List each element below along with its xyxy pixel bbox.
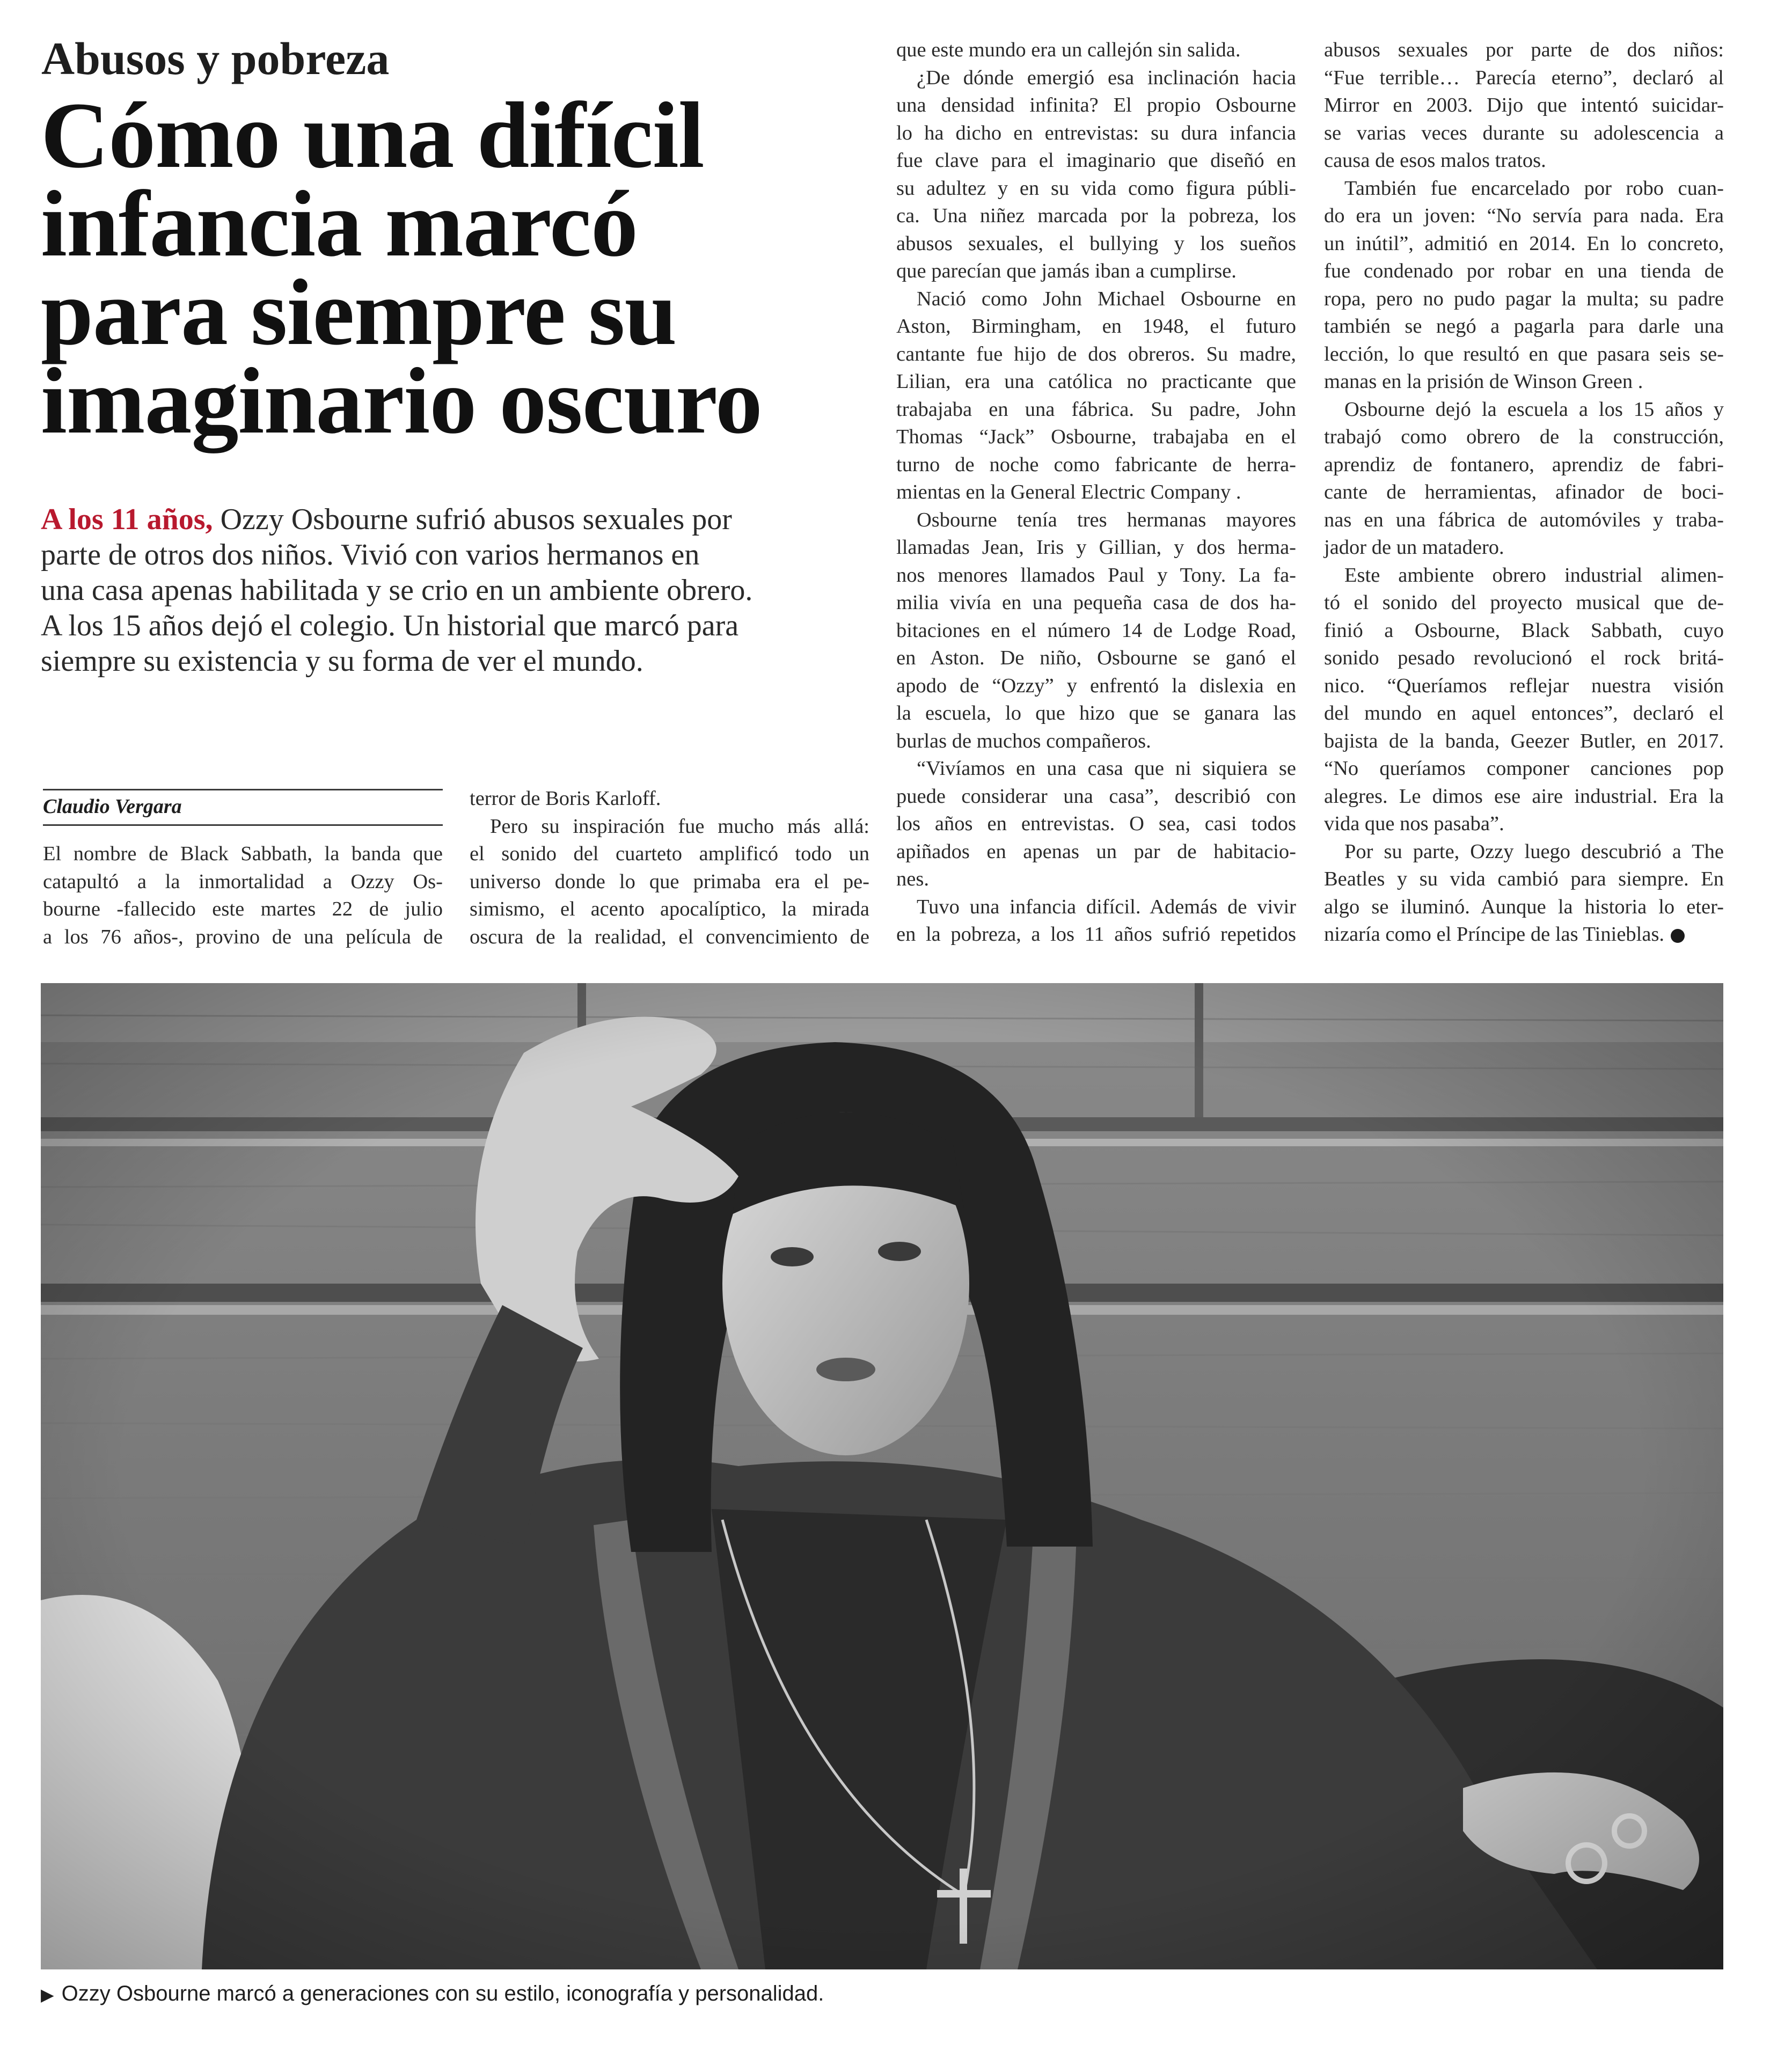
body-line: los años en entrevistas. O sea, casi todos (896, 812, 1296, 835)
body-line (1324, 921, 1724, 949)
body-line: Tuvo una infancia difícil. Además de vivir (917, 895, 1296, 918)
body-line: del mundo en aquel entonces”, declaró el (1324, 702, 1724, 724)
body-line: ca. Una niñez marcada por la pobreza, los (896, 204, 1296, 227)
body-line: nes. (896, 868, 929, 890)
lede (41, 502, 857, 679)
body-line: llamadas Jean, Iris y Gillian, y dos herma- (896, 536, 1296, 559)
body-column-4 (1324, 36, 1724, 949)
triangle-right-icon: ▶ (41, 1985, 54, 2004)
headline-line: imaginario oscuro (41, 349, 762, 453)
body-line: bitaciones en el número 14 de Lodge Road, (896, 619, 1296, 642)
body-line: en la pobreza, a los 11 años sufrió repetidos (896, 923, 1296, 946)
body-line: “Fue terrible… Parecía eterno”, declaró al (1324, 66, 1724, 89)
lede-line: A los 15 años dejó el colegio. Un historial que marcó para (41, 609, 739, 642)
lede-line: siempre su existencia y su forma de ver el mundo. (41, 644, 643, 678)
body-line: burlas de muchos compañeros. (896, 729, 1151, 752)
body-line: “Vivíamos en una casa que ni siquiera se (917, 757, 1296, 780)
body-line: Nació como John Michael Osbourne en (917, 287, 1296, 310)
body-line: universo donde lo que primaba era el pe- (470, 870, 869, 893)
body-line: simismo, el acento apocalíptico, la mirada (470, 898, 869, 920)
body-line-text: nizaría como el Príncipe de las Tinieblas. (1324, 923, 1665, 946)
body-line: Osbourne dejó la escuela a los 15 años y (1344, 398, 1724, 421)
body-line: nico. “Queríamos reflejar nuestra visión (1324, 674, 1724, 697)
body-line: apodo de “Ozzy” y enfrentó la dislexia en (896, 674, 1296, 697)
body-line: alegres. Le dimos ese aire industrial. Era la (1324, 785, 1724, 808)
body-line: fue condenado por robar en una tienda de (1324, 260, 1724, 282)
body-line: fue clave para el imaginario que diseñó en (896, 149, 1296, 172)
body-line: puede considerar una casa”, describió con (896, 785, 1296, 808)
body-line: terror de Boris Karloff. (470, 787, 661, 810)
headline-line: infancia marcó (41, 172, 638, 276)
body-line: Mirror en 2003. Dijo que intentó suicidar- (1324, 94, 1724, 116)
body-line: en Aston. De niño, Osbourne se ganó el (896, 647, 1296, 669)
body-line: lo ha dicho en entrevistas: su dura infancia (896, 121, 1296, 144)
body-line: jador de un matadero. (1324, 536, 1504, 559)
body-line: bourne -fallecido este martes 22 de julio (43, 898, 443, 920)
headline-line: Cómo una difícil (41, 83, 704, 188)
body-line: nas en una fábrica de automóviles y traba- (1324, 508, 1724, 531)
section-kicker: Abusos y pobreza (41, 33, 390, 84)
body-line: oscura de la realidad, el convencimiento de (470, 925, 869, 948)
body-line: una densidad infinita? El propio Osbourne (896, 94, 1296, 116)
body-column-3 (896, 36, 1296, 949)
body-column-2 (470, 785, 869, 951)
byline: Claudio Vergara (43, 795, 182, 818)
body-line: finió a Osbourne, Black Sabbath, cuyo (1324, 619, 1724, 642)
body-line: trabajó como obrero de la construcción, (1324, 426, 1724, 448)
body-line: vida que nos pasaba”. (1324, 812, 1504, 835)
body-line: también se negó a pagarla para darle una (1324, 315, 1724, 338)
body-line: Thomas “Jack” Osbourne, trabajaba en el (896, 426, 1296, 448)
body-line: bajista de la banda, Geezer Butler, en 2017. (1324, 729, 1724, 752)
body-line: Beatles y su vida cambió para siempre. En (1324, 868, 1724, 890)
body-line: cante de herramientas, afinador de boci- (1324, 481, 1724, 503)
body-line: turno de noche como fabricante de herra- (896, 453, 1296, 476)
body-line: el sonido del cuarteto amplificó todo un (470, 843, 869, 865)
body-line: la escuela, lo que hizo que se ganara las (896, 702, 1296, 724)
body-line: apiñados en apenas un par de habitacio- (896, 840, 1296, 863)
body-line: cantante fue hijo de dos obreros. Su madre, (896, 342, 1296, 365)
body-line: ropa, pero no pudo pagar la multa; su padre (1324, 287, 1724, 310)
body-line: El nombre de Black Sabbath, la banda que (43, 843, 443, 865)
body-line: Este ambiente obrero industrial alimen- (1344, 563, 1724, 587)
body-line: a los 76 años-, provino de una película de (43, 925, 443, 948)
body-line: “No queríamos componer canciones pop (1324, 757, 1724, 780)
body-line: Osbourne tenía tres hermanas mayores (917, 508, 1296, 531)
byline-rule-bottom (43, 824, 443, 826)
body-line: Pero su inspiración fue mucho más allá: (490, 815, 869, 838)
body-line: algo se iluminó. Aunque la historia lo eter- (1324, 895, 1724, 918)
body-line: manas en la prisión de Winson Green . (1324, 370, 1643, 393)
body-line: También fue encarcelado por robo cuan- (1344, 177, 1724, 200)
body-line: nos menores llamados Paul y Tony. La fa- (896, 563, 1296, 587)
body-line: sonido pesado revolucionó el rock britá- (1324, 647, 1724, 669)
body-line: catapultó a la inmortalidad a Ozzy Os- (43, 870, 443, 893)
body-line: trabajaba en una fábrica. Su padre, John (896, 398, 1296, 421)
caption-text: Ozzy Osbourne marcó a generaciones con su estilo, iconografía y personalidad. (61, 1982, 824, 2005)
body-line: causa de esos malos tratos. (1324, 149, 1546, 172)
lede-line: parte de otros dos niños. Vivió con varios hermanos en (41, 538, 700, 572)
portrait-illustration (41, 983, 1723, 1969)
byline-rule-top (43, 789, 443, 790)
body-line: que este mundo era un callejón sin salida. (896, 39, 1241, 61)
body-line: lección, lo que resultó en que pasara seis se- (1324, 342, 1724, 365)
lede-line: Ozzy Osbourne sufrió abusos sexuales por (213, 503, 732, 536)
body-line: mientas en la General Electric Company . (896, 481, 1241, 503)
body-line: ¿De dónde emergió esa inclinación hacia (917, 66, 1296, 89)
body-line: Por su parte, Ozzy luego descubrió a The (1344, 840, 1724, 863)
body-line: aprendiz de fontanero, aprendiz de fabri- (1324, 453, 1724, 476)
body-line: que parecían que jamás iban a cumplirse. (896, 260, 1237, 282)
body-line: Lilian, era una católica no practicante que (896, 370, 1296, 393)
body-line: milia vivía en una pequeña casa de dos ha- (896, 591, 1296, 614)
lede-lead: A los 11 años, (41, 503, 213, 536)
body-line: do era un joven: “No servía para nada. Era (1324, 204, 1724, 227)
body-line: tó el sonido del proyecto musical que de- (1324, 591, 1724, 614)
body-line: se varias veces durante su adolescencia a (1324, 121, 1724, 144)
headline (41, 83, 846, 453)
photo-caption (41, 1980, 1723, 2008)
article-photo (41, 983, 1723, 1969)
headline-line: para siempre su (41, 260, 677, 365)
body-line: un inútil”, admitió en 2014. En lo concreto, (1324, 232, 1724, 255)
body-line: Aston, Birmingham, en 1948, el futuro (896, 315, 1296, 338)
body-line: abusos sexuales, el bullying y los sueños (896, 232, 1296, 255)
body-line: su adultez y en su vida como figura públi- (896, 177, 1296, 200)
lede-line: una casa apenas habilitada y se crio en un ambiente obrero. (41, 574, 753, 607)
body-line: abusos sexuales por parte de dos niños: (1324, 39, 1724, 61)
body-column-1 (43, 840, 443, 951)
filled-circle-icon (1671, 929, 1685, 943)
